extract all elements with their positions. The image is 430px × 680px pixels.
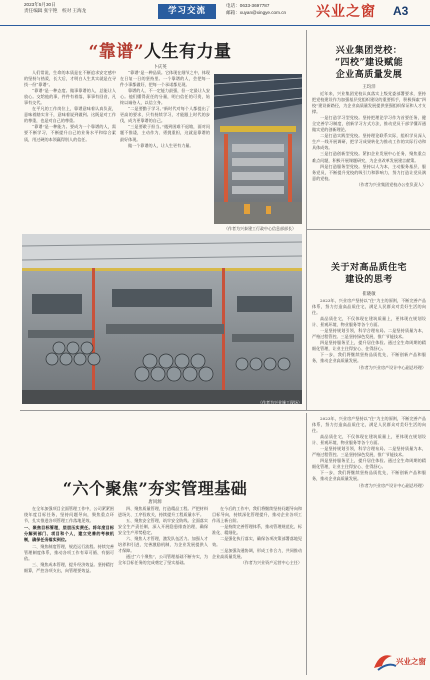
article4-title: “六个聚焦”夯实管理基础 <box>62 479 248 498</box>
paragraph: 一是打造学习型党校。坚持把理论学习作为首要任务，健全完善学习制度，创新学习方式方法，推动党员干部学懂弄通做实党的创新理论。 <box>312 115 426 133</box>
paragraph: 三、聚焦成本管理，提升经济效益。坚持精打细算，严控各项支出，向管理要效益。 <box>24 562 114 574</box>
article4-column-1 <box>24 506 114 674</box>
article3-title <box>310 262 428 286</box>
paragraph: 人们常说，生命的本质是在不断追求安定感中的坚持与热爱，长大后，才明白人生其实就是在寻找一份“靠谱”。 <box>24 70 116 88</box>
paragraph: 一、聚焦目标管理，层层压实责任。将年度目标分解到部门、项目和个人，建立完善的考核机制，确保任务落实到位。 <box>24 525 114 543</box>
paragraph: 四是打造服务型党校。坚持以人为本，主动服务基层、服务党员，不断提升党校的吸引力和影响力，努力打造让党员满意的党校。 <box>312 163 426 181</box>
paragraph: “靠谱”是一种态度。做事靠谱的人，总能让人放心。交给他的事，件件有着落，事事有回音，凡事有交代。 <box>24 88 116 106</box>
article1-title <box>60 37 260 62</box>
paragraph: 四是坚持服务至上，提升居住体验。通过全生命周期的精细化管理，让业主住得安心、住得舒心。 <box>312 458 426 470</box>
paragraph: 三是打造创新型党校。紧扣企业发展中心任务，聚焦重点难点问题，积极开展课题研究，为企业改革发展建言献策。 <box>312 151 426 163</box>
contact-info <box>226 3 286 16</box>
article4-column-3 <box>212 506 302 674</box>
article4-author: 唐同源 <box>148 500 162 505</box>
article2-author: 王均洋 <box>362 85 376 90</box>
paragraph: 做一个靠谱的人，让人生更有力量。 <box>128 142 194 148</box>
photo2-caption: （作者为兴业施工现场） <box>258 400 302 405</box>
page-number: A3 <box>393 4 409 18</box>
article1-title-quote: “靠谱” <box>88 42 145 62</box>
article1-column-2 <box>120 70 210 220</box>
footer-logo <box>370 648 426 674</box>
email-line: 邮箱：xuyan@xingye.com.cn <box>226 9 287 15</box>
paragraph: 三是加强沟通协调，形成工作合力，共同推动企业高质量发展。 <box>212 548 302 560</box>
paragraph: “二是要勤于学习。”新时代对每个人都提出了更高的要求，只有持续学习，才能跟上时代的步伐，成为更靠谱的自己。 <box>120 106 210 124</box>
paragraph: 一是持续完善管理体系，推动管理规范化、标准化、精细化。 <box>212 524 302 536</box>
paragraph: 2023年，兴业房产坚持以“住”为主的原则，不断完善产品体系，努力打造高品质住宅，满足人民群众对美好生活的向往。 <box>312 416 426 434</box>
column-divider <box>306 413 307 675</box>
paragraph: 一是坚持规划引领，科学合理布局。二是坚持质量为本，严格过程管控。三是坚持绿色发展，推广节能技术。 <box>312 446 426 458</box>
article2-body <box>312 91 426 227</box>
paragraph: 在今后的工作中，我们将继续坚持问题导向和目标导向，持续深化管理提升，推动企业各项工作再上新台阶。 <box>212 506 302 524</box>
paragraph: 靠谱的人，不一定能力最强，但一定最让人安心。他们懂得责任的分量，明白信任的可贵，始终以诚待人，以信立身。 <box>120 88 210 106</box>
paragraph: 四是坚持服务至上，提升居住体验。通过全生命周期的精细化管理，让业主住得安心、住得舒心。 <box>312 340 426 352</box>
column-divider <box>306 30 307 410</box>
paragraph: 2023年，兴业房产坚持以“住”为主的原则，不断完善产品体系，努力打造高品质住宅，满足人民群众对美好生活的向往。 <box>312 298 426 316</box>
paragraph: 二是打造实践型党校。坚持理论联系实际，组织学员深入生产一线开展调研，把学习成果转化为推动工作的实际行动和具体成效。 <box>312 133 426 151</box>
paragraph: 四、聚焦质量管理，打造精品工程。严把材料进场关、工序验收关，持续提升工程质量水平。 <box>118 506 208 518</box>
article3-body <box>312 298 426 406</box>
paragraph: 二是强化执行落实，确保各项决策部署落地见效。 <box>212 536 302 548</box>
paragraph: （作者为兴业房产设计中心副总经理） <box>356 364 426 370</box>
paragraph: 近年来，兴业集团党校认真落实上级党委部署要求，坚持把党校建设作为加强基层党组织建设的重要抓手，积极探索“四校”建设新路径，为企业高质量发展提供坚强组织保证和人才支撑。 <box>312 91 426 115</box>
paragraph: 高品质住宅，不仅体现在建筑质量上，更体现在规划设计、景观环境、物业服务等各个方面。 <box>312 434 426 446</box>
article4-column-2 <box>118 506 208 674</box>
footer-logo-text: 兴业之窗 <box>396 657 426 666</box>
article1-author: 卜庆英 <box>153 65 167 70</box>
paragraph: 下一步，我们将继续坚持品质优先，不断创新产品和服务，推动企业高质量发展。 <box>312 470 426 482</box>
paragraph: 一是坚持规划引领，科学合理布局。二是坚持质量为本，严格过程管控。三是坚持绿色发展，推广节能技术。 <box>312 328 426 340</box>
article3-author: 崔晓敏 <box>362 292 376 297</box>
paragraph: “靠谱”是一种能力。要成为一个靠谱的人，需要不断学习，不断提升自己的业务水平和综合素质，用过硬的本领赢得别人的信任。 <box>24 124 116 142</box>
paragraph: 高品质住宅，不仅体现在建筑质量上，更体现在规划设计、景观环境、物业服务等各个方面。 <box>312 316 426 328</box>
section-divider <box>20 410 430 411</box>
section-divider <box>306 229 430 230</box>
phone-line: 电话：0633-3697787 <box>226 3 270 8</box>
workshop-photo <box>214 74 302 224</box>
article3-title-line1: 关于对高品质住宅 <box>330 263 407 273</box>
article2-title-line3: 企业高质量发展 <box>335 70 403 80</box>
issue-date: 2023年5月30日 <box>24 2 56 7</box>
paragraph: 在全年加强项目全面管理工作中，公司紧紧围绕年度目标任务，坚持问题导向，聚焦重点环节，扎实推进各项管理工作落地见效。 <box>24 506 114 524</box>
paragraph: 五、聚焦安全管理，筑牢安全防线。全面落实安全生产责任制，深入开展隐患排查治理，确保安全生产形势稳定。 <box>118 518 208 536</box>
staff-line: 责任编辑 张宇艳 校对 王海龙 <box>24 8 87 14</box>
paragraph: （作者为兴业房产设计中心副总经理） <box>356 482 426 488</box>
paragraph: （作者为兴业集团党校办公室负责人） <box>356 181 426 187</box>
paragraph: “三是要敢于担当。”遇到困难不退缩，面对问题不推诿，主动作为、勇挑重担，这就是靠谱的最好体现。 <box>120 124 210 142</box>
header-meta <box>24 2 86 15</box>
article1-title-rest: 人生有力量 <box>144 42 232 62</box>
article3-title-line2: 建设的思考 <box>345 275 393 285</box>
masthead-brand: 兴业之窗 <box>316 4 376 20</box>
page-header <box>0 0 430 26</box>
article1-column-1 <box>24 70 116 248</box>
paragraph: “靠谱”是一种品质。它体现在细节之中，体现在日复一日的坚持里。一个靠谱的人，会把每一件小事都做好，把每一个承诺都兑现。 <box>120 70 210 88</box>
paragraph: 通过“六个聚焦”，公司管理基础不断夯实，为全年目标任务的完成奠定了坚实基础。 <box>118 554 208 566</box>
paragraph: 在平凡的工作岗位上，靠谱意味着认真负责，意味着踏实肯干，意味着说到做到。这既是对工作的尊重，也是对自己的尊重。 <box>24 106 116 124</box>
paragraph: 六、聚焦人才管理，激发队伍活力。加强人才培养和引进，完善激励机制，为企业发展提供人才保障。 <box>118 536 208 554</box>
paragraph: 下一步，我们将继续坚持品质优先，不断创新产品和服务，推动企业高质量发展。 <box>312 352 426 364</box>
photo1-caption: （作者为兴泰建工行政中心信息部部长） <box>224 226 296 231</box>
article3-continued-body <box>312 416 426 644</box>
article2-title-line2: “四校”建设赋能 <box>334 58 404 68</box>
paragraph: （作者为兴业资产运营中心主任） <box>240 560 302 566</box>
article2-title <box>310 45 428 81</box>
section-label: 学习交流 <box>158 4 216 19</box>
steel-yard-photo <box>22 234 302 404</box>
article2-title-line1: 兴业集团党校： <box>335 46 403 56</box>
paragraph: 二、聚焦制度管理，规范运行流程。持续完善管理制度体系，推动各项工作有章可循、有据可依。 <box>24 544 114 562</box>
